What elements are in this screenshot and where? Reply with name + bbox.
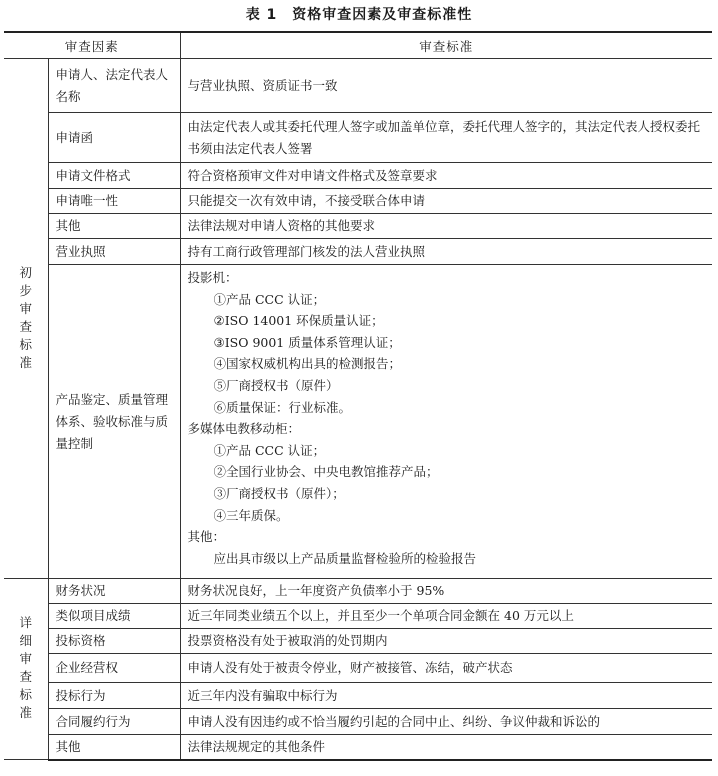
- table-row: [4, 735, 712, 760]
- factor-cell: 其他: [48, 214, 180, 239]
- standard-cell: 符合资格预审文件对申请文件格式及签章要求: [180, 163, 712, 189]
- table-caption: 表 1 资格审查因素及审查标准性: [245, 7, 473, 23]
- standard-cell: 近三年同类业绩五个以上，并且至少一个单项合同金额在 40 万元以上: [180, 604, 712, 629]
- table-header-row: [4, 32, 712, 59]
- factor-cell: 营业执照: [48, 239, 180, 265]
- list-line: ⑤厂商授权书（原件）: [213, 377, 339, 393]
- list-line: ③ISO 9001 质量体系管理认证；: [213, 334, 401, 350]
- table-row: [4, 163, 712, 189]
- table-row: [4, 113, 712, 163]
- list-line: 其他：: [187, 529, 226, 545]
- factor-cell: 申请文件格式: [48, 163, 180, 189]
- factor-cell: 投标资格: [48, 629, 180, 654]
- table-row: [4, 239, 712, 265]
- factor-cell: 申请函: [48, 113, 180, 163]
- header-standard: 审查标准: [180, 32, 712, 59]
- factor-cell: 类似项目成绩: [48, 604, 180, 629]
- group-label-preliminary: [4, 59, 48, 579]
- factor-cell: 合同履约行为: [48, 709, 180, 735]
- factor-cell: 财务状况: [48, 579, 180, 604]
- qualification-table: [4, 31, 712, 761]
- factor-cell: 投标行为: [48, 683, 180, 709]
- standard-cell-list: [180, 265, 712, 579]
- list-line: ⑥质量保证：行业标准。: [213, 399, 352, 415]
- list-line: ④三年质保。: [213, 507, 289, 523]
- list-line: ①产品 CCC 认证；: [213, 442, 326, 458]
- standard-cell: 由法定代表人或其委托代理人签字或加盖单位章，委托代理人签字的，其法定代表人授权委托书须由法定代表人签署: [180, 113, 712, 163]
- group-label-text: 初步审查标准: [19, 264, 32, 370]
- standard-cell: 持有工商行政管理部门核发的法人营业执照: [180, 239, 712, 265]
- factor-cell: 企业经营权: [48, 654, 180, 683]
- standard-cell: 与营业执照、资质证书一致: [180, 59, 712, 113]
- list-line: ③厂商授权书（原件）；: [213, 485, 345, 501]
- list-line: 应出具市级以上产品质量监督检验所的检验报告: [213, 550, 477, 566]
- standard-cell: 法律法规对申请人资格的其他要求: [180, 214, 712, 239]
- table-row: [4, 214, 712, 239]
- factor-cell: 申请唯一性: [48, 189, 180, 214]
- list-line: ①产品 CCC 认证；: [213, 291, 326, 307]
- table-row: [4, 59, 712, 113]
- table-row: [4, 579, 712, 604]
- table-row: [4, 654, 712, 683]
- standard-cell: 投票资格没有处于被取消的处罚期内: [180, 629, 712, 654]
- table-row: [4, 189, 712, 214]
- standard-cell: 法律法规规定的其他条件: [180, 735, 712, 760]
- standard-cell: 财务状况良好，上一年度资产负债率小于 95%: [180, 579, 712, 604]
- factor-cell: 其他: [48, 735, 180, 760]
- table-row: [4, 683, 712, 709]
- table-row: [4, 629, 712, 654]
- standard-cell: 近三年内没有骗取中标行为: [180, 683, 712, 709]
- table-row: [4, 709, 712, 735]
- factor-cell: 产品鉴定、质量管理体系、验收标准与质量控制: [48, 265, 180, 579]
- header-factor: 审查因素: [4, 32, 180, 59]
- standard-cell: 申请人没有处于被责令停业，财产被接管、冻结，破产状态: [180, 654, 712, 683]
- list-line: ②全国行业协会、中央电教馆推荐产品；: [213, 464, 439, 480]
- list-line: 多媒体电教移动柜：: [187, 421, 301, 437]
- group-label-text: 详细审查标准: [19, 615, 32, 720]
- table-row: [4, 604, 712, 629]
- list-line: ②ISO 14001 环保质量认证；: [213, 313, 384, 329]
- standard-cell: 申请人没有因违约或不恰当履约引起的合同中止、纠纷、争议仲裁和诉讼的: [180, 709, 712, 735]
- factor-cell: 申请人、法定代表人名称: [48, 59, 180, 113]
- list-line: ④国家权威机构出具的检测报告；: [213, 356, 402, 372]
- group-label-detailed: [4, 579, 48, 760]
- table-row-quality: [4, 265, 712, 579]
- list-line: 投影机：: [187, 270, 238, 285]
- standard-cell: 只能提交一次有效申请，不接受联合体申请: [180, 189, 712, 214]
